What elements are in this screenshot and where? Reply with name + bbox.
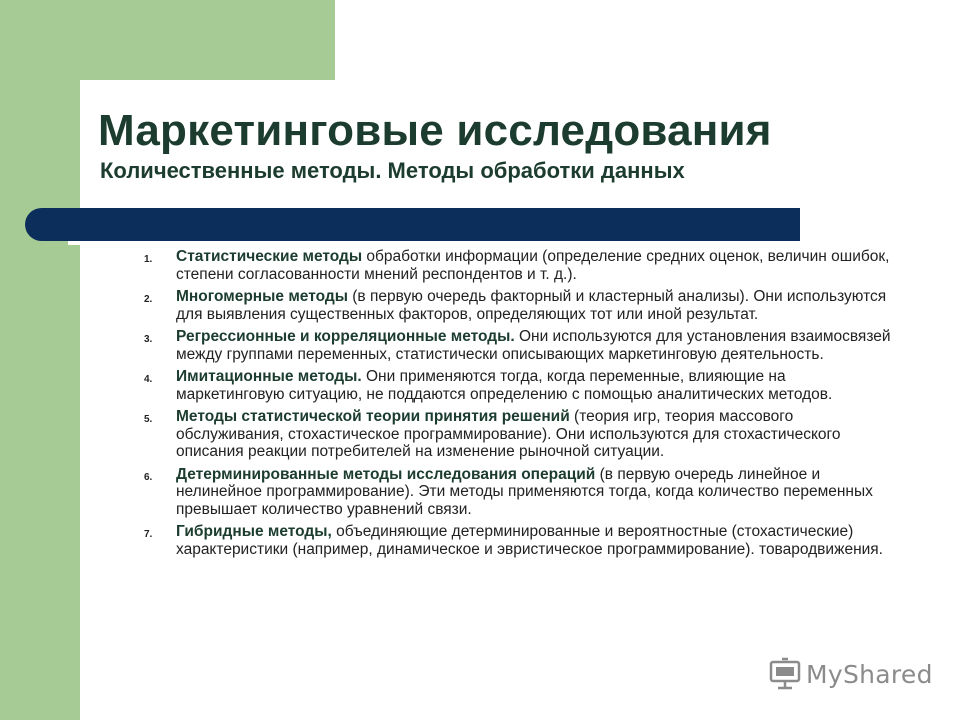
method-lead: Статистические методы xyxy=(176,248,363,265)
method-text: (теория игр, теория массового обслуживания, стохастическое программирование). Они используются для стохастического описания реакции потребителей на изменение рыночной ситуации. xyxy=(176,408,841,460)
method-item-2 xyxy=(144,288,894,323)
method-lead: Многомерные методы xyxy=(176,288,348,305)
method-item-7 xyxy=(144,523,894,558)
decor-green-left xyxy=(0,0,80,720)
method-number: 6. xyxy=(144,471,153,483)
method-lead: Методы статистической теории принятия решений xyxy=(176,408,570,425)
slide-title: Маркетинговые исследования xyxy=(98,106,772,155)
method-number: 1. xyxy=(144,254,153,265)
method-item-4 xyxy=(144,368,894,403)
decor-bar-gap xyxy=(68,241,80,245)
method-item-5 xyxy=(144,408,894,461)
method-item-3 xyxy=(144,328,894,363)
method-text: (в первую очередь факторный и кластерный анализы). Они используются для выявления существенных факторов, определяющих тот или иной результат. xyxy=(176,288,887,323)
method-text: объединяющие детерминированные и вероятностные (стохастические) характеристики (например, динамическое и эвристическое программирование). товародвижения. xyxy=(176,523,883,558)
method-lead: Регрессионные и корреляционные методы. xyxy=(176,328,515,345)
decor-navy-bar xyxy=(25,208,800,241)
method-item-6 xyxy=(144,466,894,519)
presentation-board-icon xyxy=(768,657,802,691)
method-lead: Детерминированные методы исследования операций xyxy=(176,465,596,483)
method-item-1 xyxy=(144,248,894,283)
method-text: Они применяются тогда, когда переменные, влияющие на маркетинговую ситуацию, не поддаются определению с помощью аналитических методов. xyxy=(176,368,833,403)
methods-list xyxy=(144,248,894,563)
method-lead: Имитационные методы. xyxy=(176,368,362,385)
watermark-text: MyShared xyxy=(806,659,933,689)
method-text: (в первую очередь линейное и нелинейное программирование). Эти методы применяются тогда, когда количество переменных превышает количество уравнений связи. xyxy=(176,465,873,518)
watermark[interactable] xyxy=(768,656,933,692)
method-text: обработки информации (определение средних оценок, величин ошибок, степени согласованности мнений респондентов и т. д.). xyxy=(176,248,890,283)
method-number: 4. xyxy=(144,374,153,385)
method-number: 5. xyxy=(144,414,153,425)
decor-green-top xyxy=(0,0,335,80)
method-number: 2. xyxy=(144,294,153,305)
method-number: 3. xyxy=(144,334,153,345)
method-lead: Гибридные методы, xyxy=(176,523,332,540)
method-text: Они используются для установления взаимосвязей между группами переменных, статистически описывающих маркетинговую деятельность. xyxy=(176,328,891,363)
method-number: 7. xyxy=(144,529,153,540)
slide-subtitle: Количественные методы. Методы обработки данных xyxy=(100,158,685,183)
